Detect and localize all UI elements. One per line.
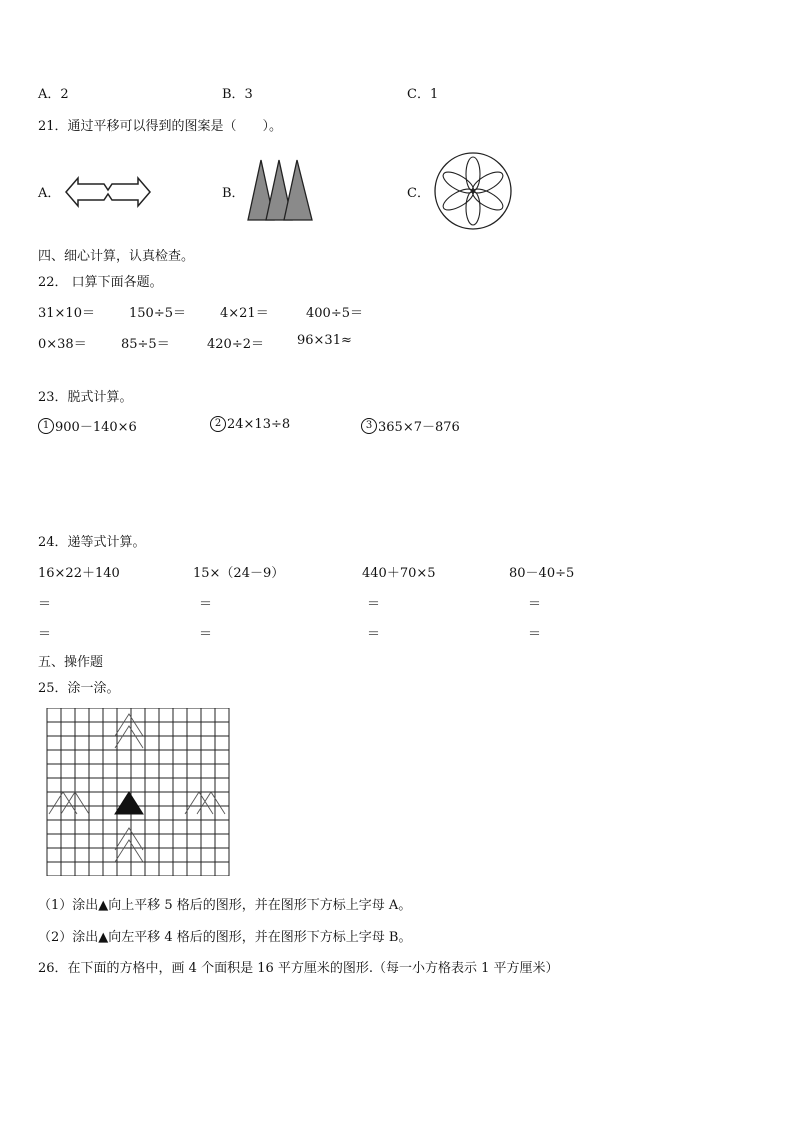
translation-grid bbox=[45, 708, 237, 876]
equals-sign: ＝ bbox=[528, 597, 542, 612]
equals-sign: ＝ bbox=[367, 627, 381, 642]
question-22-stem: 22． 口算下面各题。 bbox=[38, 275, 163, 290]
circled-number: 3 bbox=[361, 418, 377, 434]
question-21-stem: 21．通过平移可以得到的图案是（ ）。 bbox=[38, 119, 283, 134]
recursive-calc-expr: 15×（24－9） bbox=[193, 566, 285, 581]
step-calc-expression: 900－140×6 bbox=[55, 420, 137, 435]
question-23-stem: 23．脱式计算。 bbox=[38, 390, 133, 405]
question-25-sub-2: （2）涂出▲向左平移 4 格后的图形，并在图形下方标上字母 B。 bbox=[38, 930, 412, 945]
option-a: A．2 bbox=[38, 87, 69, 102]
oral-calc-item: 400÷5＝ bbox=[306, 306, 363, 321]
circled-number: 2 bbox=[210, 416, 226, 432]
oral-calc-item: 4×21＝ bbox=[220, 306, 269, 321]
black-triangle bbox=[115, 792, 143, 814]
oral-calc-item: 150÷5＝ bbox=[129, 306, 186, 321]
equals-sign: ＝ bbox=[199, 627, 213, 642]
q21-label-c: C． bbox=[407, 186, 430, 201]
recursive-calc-expr: 80－40÷5 bbox=[509, 566, 575, 581]
section-5-title: 五、操作题 bbox=[38, 655, 104, 670]
option-b: B．3 bbox=[222, 87, 253, 102]
question-25-stem: 25．涂一涂。 bbox=[38, 681, 120, 696]
oral-calc-item: 0×38＝ bbox=[38, 337, 87, 352]
equals-sign: ＝ bbox=[528, 627, 542, 642]
oral-calc-item: 420÷2＝ bbox=[207, 337, 264, 352]
question-25-sub-1: （1）涂出▲向上平移 5 格后的图形，并在图形下方标上字母 A。 bbox=[38, 898, 412, 913]
question-24-stem: 24．递等式计算。 bbox=[38, 535, 146, 550]
equals-sign: ＝ bbox=[38, 627, 52, 642]
equals-sign: ＝ bbox=[38, 597, 52, 612]
q21-label-a: A． bbox=[38, 186, 61, 201]
option-c: C．1 bbox=[407, 87, 439, 102]
step-calc-item-1 bbox=[38, 416, 137, 435]
step-calc-expression: 365×7－876 bbox=[378, 420, 460, 435]
step-calc-expression: 24×13÷8 bbox=[227, 416, 291, 432]
step-calc-item-3 bbox=[361, 416, 460, 435]
step-calc-item-2 bbox=[210, 416, 290, 432]
flower-circle-figure bbox=[433, 151, 513, 231]
double-arrow-figure bbox=[64, 174, 152, 210]
oral-calc-item: 31×10＝ bbox=[38, 306, 95, 321]
section-4-title: 四、细心计算，认真检查。 bbox=[38, 249, 195, 264]
circled-number: 1 bbox=[38, 418, 54, 434]
equals-sign: ＝ bbox=[367, 597, 381, 612]
triangles-figure bbox=[246, 156, 316, 222]
q21-label-b: B． bbox=[222, 186, 245, 201]
question-26-stem: 26．在下面的方格中，画 4 个面积是 16 平方厘米的图形.（每一小方格表示 1 平方厘米） bbox=[38, 961, 559, 976]
oral-calc-item: 96×31≈ bbox=[297, 333, 352, 348]
equals-sign: ＝ bbox=[199, 597, 213, 612]
oral-calc-item: 85÷5＝ bbox=[121, 337, 170, 352]
recursive-calc-expr: 440＋70×5 bbox=[362, 566, 436, 581]
recursive-calc-expr: 16×22＋140 bbox=[38, 566, 120, 581]
